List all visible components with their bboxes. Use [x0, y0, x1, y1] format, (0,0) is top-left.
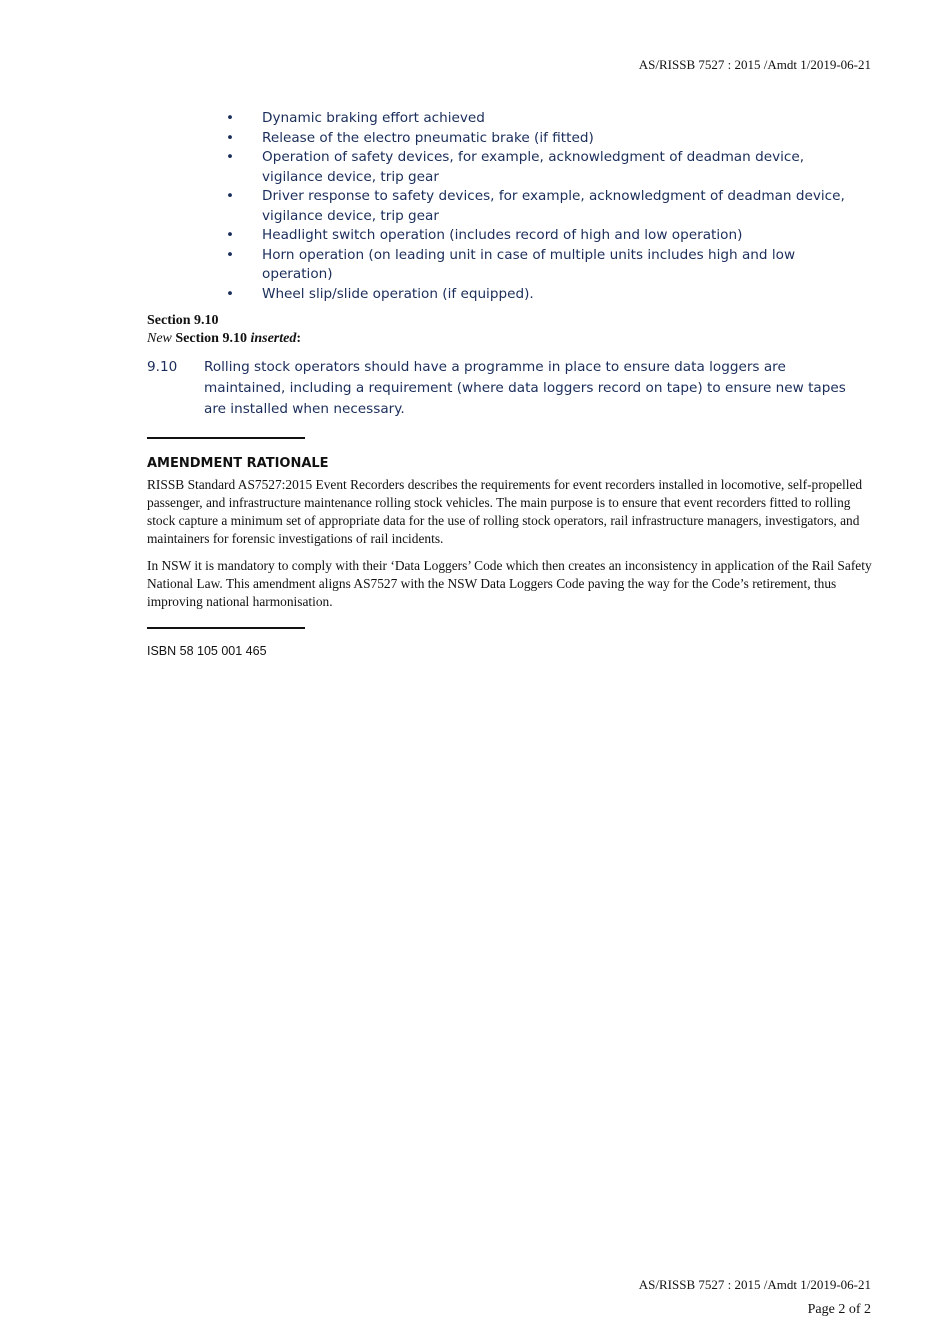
clause-number: 9.10 — [147, 359, 178, 375]
list-item-text: Horn operation (on leading unit in case of multiple units includes high and low operation) — [262, 246, 796, 282]
divider — [147, 627, 305, 629]
header-doc-reference: AS/RISSB 7527 : 2015 /Amdt 1/2019-06-21 — [638, 57, 871, 72]
bullet-icon: • — [226, 285, 235, 302]
page-number: Page 2 of 2 — [807, 1302, 871, 1317]
clause-9-10 — [147, 357, 867, 420]
rationale-title: AMENDMENT RATIONALE — [147, 456, 329, 471]
list-item — [226, 246, 866, 285]
subheading-colon: : — [296, 331, 302, 346]
rationale-paragraph-2: In NSW it is mandatory to comply with their ‘Data Loggers’ Code which then creates an inconsistency in application of the Rail Safety National Law. This amendment aligns AS7527 with the NSW Data Loggers Code paving the way for the Code’s retirement, thus improving national harmonisation. — [147, 558, 872, 609]
section-heading: Section 9.10 — [147, 313, 219, 328]
bullet-icon: • — [226, 149, 235, 165]
bullet-list — [226, 109, 866, 304]
divider — [147, 437, 305, 439]
subheading-new: New — [147, 331, 172, 346]
subheading-inserted: inserted — [250, 331, 297, 346]
isbn: ISBN 58 105 001 465 — [147, 644, 267, 658]
list-item — [226, 226, 866, 246]
bullet-icon: • — [226, 110, 235, 126]
bullet-icon: • — [226, 188, 235, 204]
section-heading-block — [147, 312, 301, 348]
list-item-text: Driver response to safety devices, for example, acknowledgment of deadman device, vigilance device, trip gear — [262, 188, 845, 224]
list-item — [226, 187, 866, 226]
clause-text: Rolling stock operators should have a programme in place to ensure data loggers are maintained, including a requirement (where data loggers record on tape) to ensure new tapes are installed when necessary. — [204, 359, 846, 417]
list-item-text: Release of the electro pneumatic brake (if fitted) — [262, 129, 594, 146]
list-item-text: Dynamic braking effort achieved — [262, 110, 485, 126]
subheading-section: Section 9.10 — [175, 331, 247, 346]
list-item — [226, 129, 866, 149]
list-item-text: Operation of safety devices, for example, acknowledgment of deadman device, vigilance device, trip gear — [262, 149, 805, 185]
list-item — [226, 285, 866, 305]
section-subheading — [147, 330, 301, 348]
footer-doc-reference: AS/RISSB 7527 : 2015 /Amdt 1/2019-06-21 — [638, 1277, 871, 1292]
bullet-icon: • — [226, 227, 235, 243]
list-item — [226, 109, 866, 129]
bullet-icon: • — [226, 129, 235, 146]
rationale-paragraph-1: RISSB Standard AS7527:2015 Event Recorders describes the requirements for event recorders installed in locomotive, self-propelled passenger, and infrastructure maintenance rolling stock vehicles. The main purpose is to ensure that event recorders fitted to rolling stock capture a minimum set of appropriate data for the use of rolling stock operators, rail infrastructure managers, investigators, and maintainers for forensic investigations of rail incidents. — [147, 477, 863, 546]
bullet-icon: • — [226, 246, 235, 263]
list-item — [226, 148, 866, 187]
list-item-text: Wheel slip/slide operation (if equipped). — [262, 285, 534, 302]
list-item-text: Headlight switch operation (includes record of high and low operation) — [262, 227, 743, 243]
